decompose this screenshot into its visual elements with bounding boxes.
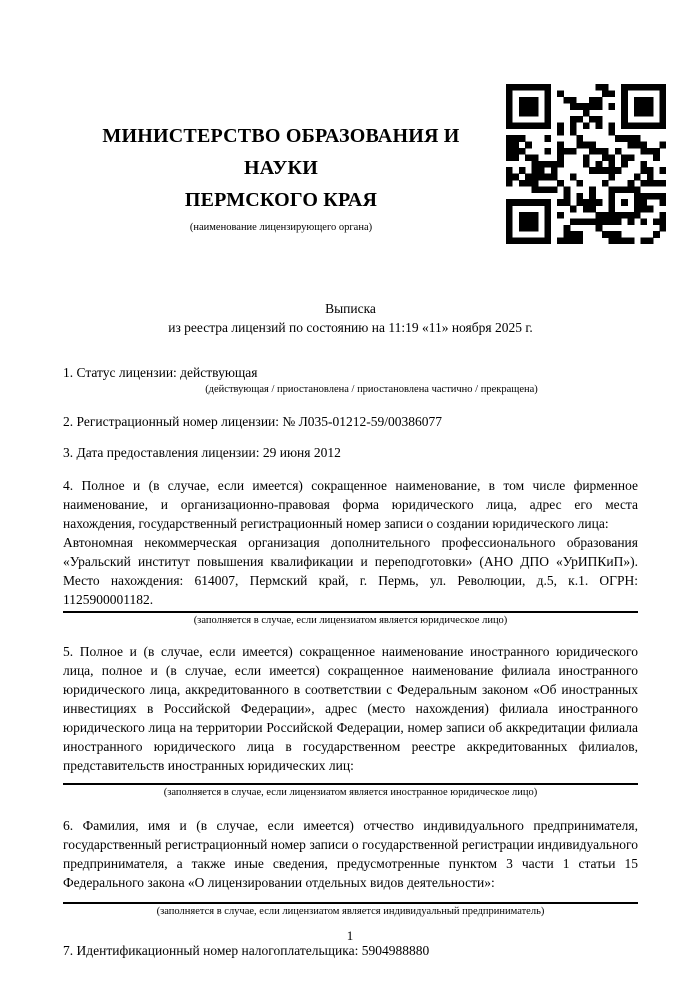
item-4-label: 4. Полное и (в случае, если имеется) сокращенное наименование, в том числе фирменное наименование, и организационно-правовая форма юридического лица, адрес его места нахождения, государственный регистрационный номер записи о создании юридического лица: [63,478,638,531]
item-2-registration-number: 2. Регистрационный номер лицензии: № Л035-01212-59/00386077 [63,414,443,429]
item-5-label: 5. Полное и (в случае, если имеется) сокращенное наименование иностранного юридического лица, полное и (в случае, если имеется) сокращенное наименование филиала иностранного юридического лица, аккредитованного в соответствии с Федеральным законом «Об иностранных инвестициях в Российской Федерации», адрес (место нахождения) филиала иностранного юридического лица на территории Российской Федерации, номер записи об аккредитации филиала иностранного юридического лица в государственном реестре аккредитованных филиалов, представительств иностранных юридических лиц: [63,644,638,773]
document-body [63,363,638,960]
item-7-taxpayer-number: 7. Идентификационный номер налогоплательщика: 5904988880 [63,943,430,958]
item-4-caption: (заполняется в случае, если лицензиатом является юридическое лицо) [193,615,508,626]
item-4-value: Автономная некоммерческая организация дополнительного профессионального образования «Уральский институт повышения квалификации и переподготовки» (АНО ДПО «УрИПКиП»). Место нахождения: 614007, Пермский край, г. Пермь, ул. Революции, д.5, к.1. ОГРН: 1125900001182. [63,535,638,607]
title-line1: Выписка [325,301,376,316]
org-name-caption: (наименование лицензирующего органа) [189,222,373,233]
item-4-legal-entity [63,476,638,629]
item-6-individual-entrepreneur [63,816,638,920]
item-6-label: 6. Фамилия, имя и (в случае, если имеется) отчество индивидуального предпринимателя, государственный регистрационный номер записи о государственной регистрации индивидуального предпринимателя, а также иные сведения, предусмотренные пунктом 3 части 1 статьи 15 Федерального закона «О лицензировании отдельных видов деятельности»: [63,818,638,890]
item-5-caption: (заполняется в случае, если лицензиатом является иностранное юридическое лицо) [163,787,538,798]
item-5-foreign-entity [63,642,638,801]
org-name-line1: МИНИСТЕРСТВО ОБРАЗОВАНИЯ И НАУКИ [102,125,460,179]
document-title [63,299,638,337]
item-1-license-status: 1. Статус лицензии: действующая [63,365,258,380]
qr-code-icon [506,84,666,244]
item-6-caption: (заполняется в случае, если лицензиатом является индивидуальный предприниматель) [156,906,545,917]
title-line2: из реестра лицензий по состоянию на 11:19 «11» ноября 2025 г. [168,320,533,335]
org-name-line2: ПЕРМСКОГО КРАЯ [184,189,378,211]
item-1-caption: (действующая / приостановлена / приостановлена частично / прекращена) [205,384,538,395]
page-number: 1 [346,928,354,943]
licensing-authority-header [63,120,499,235]
item-3-grant-date: 3. Дата предоставления лицензии: 29 июня 2012 [63,445,341,460]
